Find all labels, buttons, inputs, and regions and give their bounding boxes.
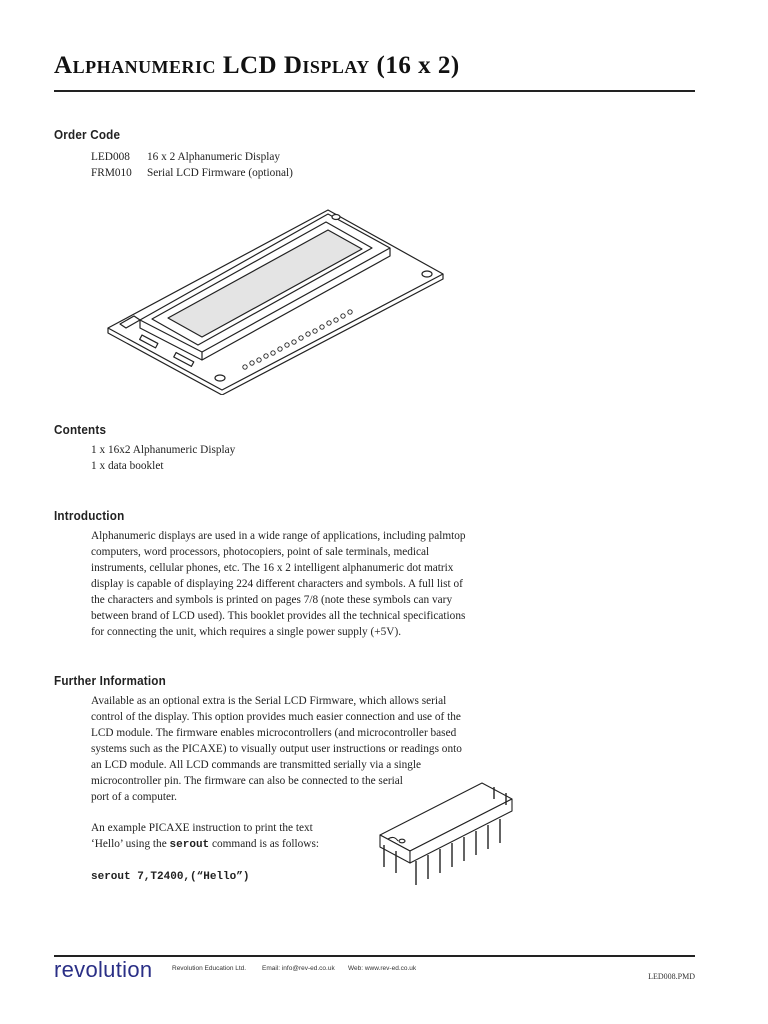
order-code-row xyxy=(91,149,293,165)
further-line: microcontroller pin. The firmware can also be connected to the serial xyxy=(91,775,403,787)
example-line xyxy=(91,836,319,853)
title-part: LCD D xyxy=(216,52,303,79)
introduction-line: Alphanumeric displays are used in a wide range of applications, including palmtop xyxy=(91,530,466,542)
contents-heading: Contents xyxy=(54,422,107,437)
order-code-list xyxy=(91,149,293,181)
brand-logo: revolution xyxy=(54,957,153,982)
further-line: LCD module. The firmware enables microcontrollers (and microcontroller based xyxy=(91,727,457,739)
introduction-line: instruments, cellular phones, etc. The 16 x 2 intelligent alphanumeric dot matrix xyxy=(91,562,454,574)
further-line: an LCD module. All LCD commands are transmitted serially via a single xyxy=(91,759,422,771)
inline-command: serout xyxy=(169,839,210,851)
title-part: lphanumeric xyxy=(72,52,217,79)
example-text: ‘Hello’ using the xyxy=(91,838,170,850)
further-line: port of a computer. xyxy=(91,791,177,803)
lcd-module-illustration xyxy=(100,200,450,395)
order-code: LED008 xyxy=(91,151,130,163)
footer-company: Revolution Education Ltd. xyxy=(172,965,247,972)
order-code-desc: Serial LCD Firmware (optional) xyxy=(147,167,293,179)
code-example: serout 7,T2400,(“Hello”) xyxy=(91,871,250,883)
introduction-line: the characters and symbols is printed on pages 7/8 (note these symbols can vary xyxy=(91,594,453,606)
order-code-row xyxy=(91,165,293,181)
order-code: FRM010 xyxy=(91,167,132,179)
introduction-heading: Introduction xyxy=(54,508,125,523)
order-code-desc: 16 x 2 Alphanumeric Display xyxy=(147,151,281,163)
title-part: isplay xyxy=(302,52,370,79)
introduction-line: computers, word processors, photocopiers, point of sale terminals, medical xyxy=(91,546,430,558)
further-information-heading: Further Information xyxy=(54,673,166,688)
title-rule xyxy=(54,90,695,92)
title-part: (16 x 2) xyxy=(369,52,460,79)
contents-line: 1 x 16x2 Alphanumeric Display xyxy=(91,444,236,456)
contents-line: 1 x data booklet xyxy=(91,460,164,472)
microcontroller-chip-illustration xyxy=(372,775,520,893)
introduction-line: display is capable of displaying 224 different characters and symbols. A full list of xyxy=(91,578,463,590)
footer-email: Email: info@rev-ed.co.uk xyxy=(262,965,335,972)
example-text: command is as follows: xyxy=(209,838,319,850)
further-line: Available as an optional extra is the Serial LCD Firmware, which allows serial xyxy=(91,695,447,707)
further-line: systems such as the PICAXE) to visually output user instructions or readings onto xyxy=(91,743,462,755)
footer-web: Web: www.rev-ed.co.uk xyxy=(348,965,417,972)
further-line: control of the display. This option provides much easier connection and use of the xyxy=(91,711,461,723)
title-part: A xyxy=(54,52,73,79)
introduction-line: for connecting the unit, which requires a single power supply (+5V). xyxy=(91,626,402,638)
footer-filename: LED008.PMD xyxy=(648,972,695,981)
page-title xyxy=(54,52,460,80)
introduction-line: between brand of LCD used). This booklet provides all the technical specifications xyxy=(91,610,466,622)
example-line: An example PICAXE instruction to print the text xyxy=(91,822,313,834)
order-code-heading: Order Code xyxy=(54,127,121,142)
